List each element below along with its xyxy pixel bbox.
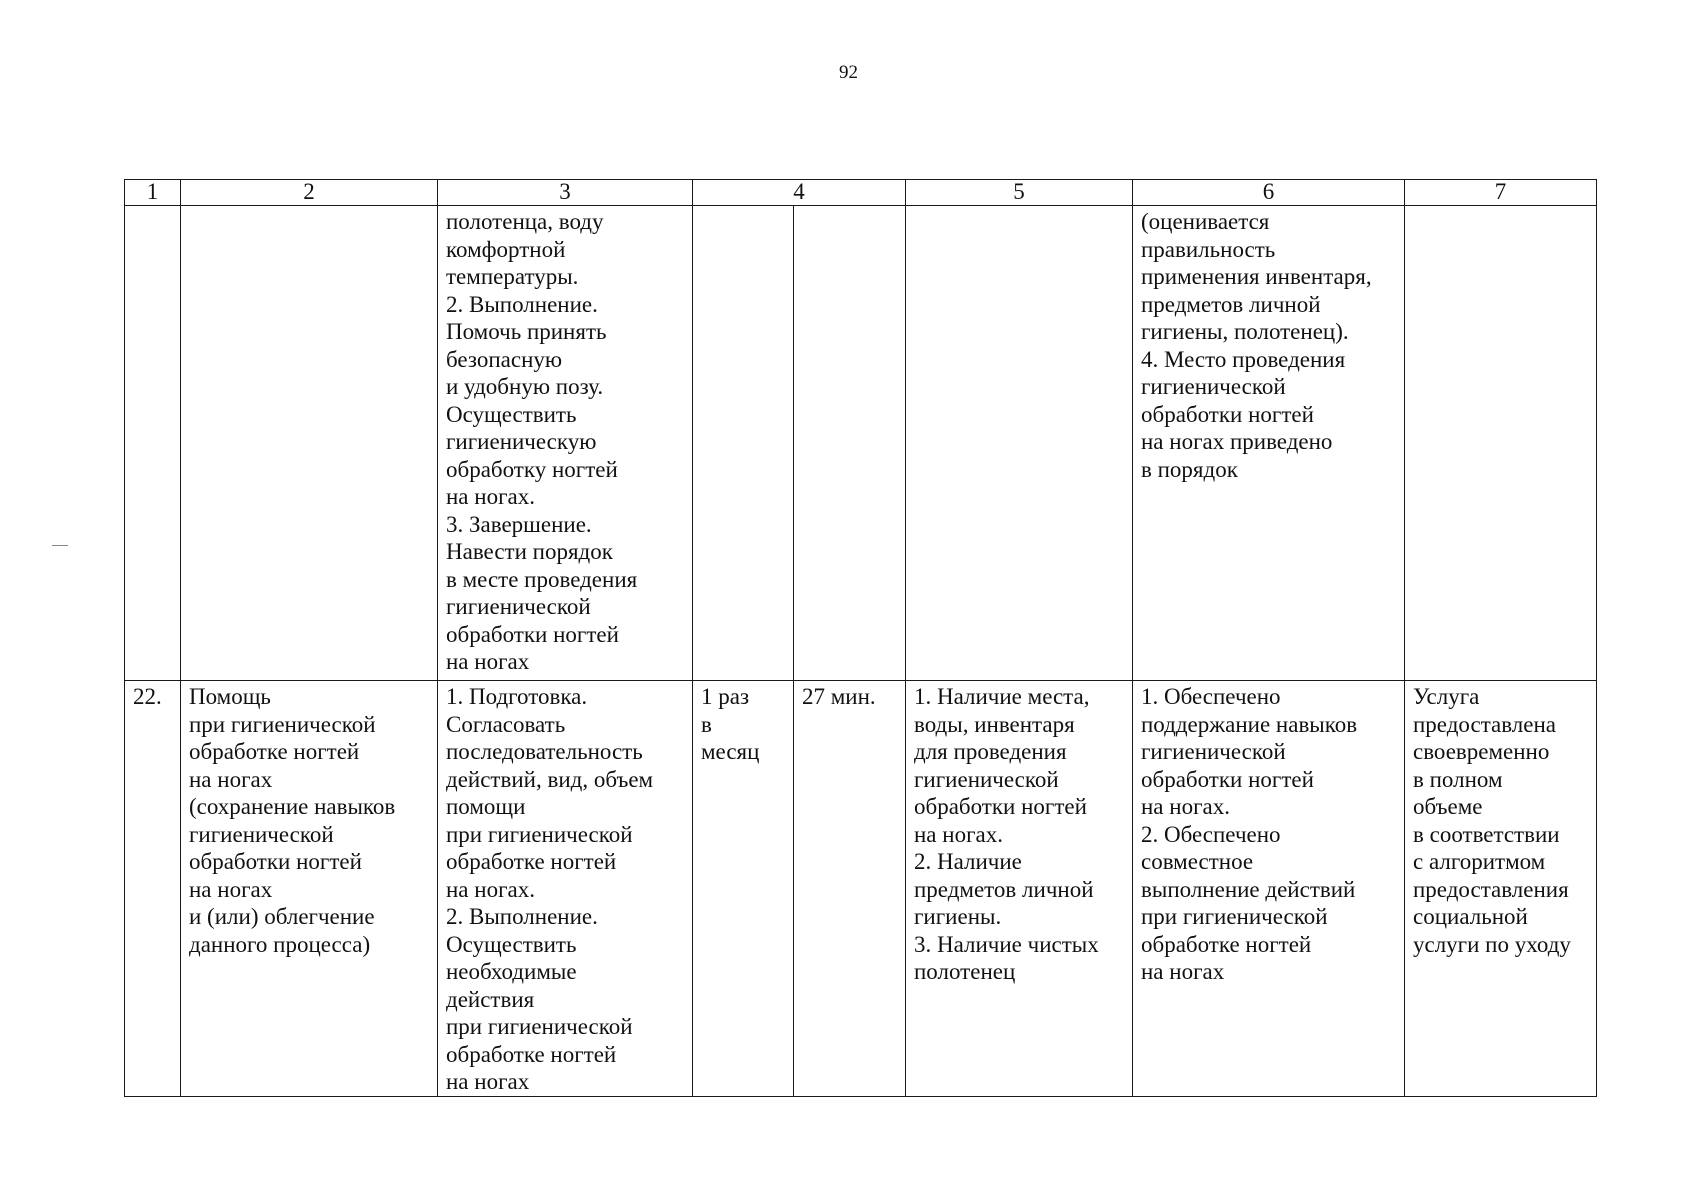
table-header-row xyxy=(125,180,1597,206)
cell-number xyxy=(125,206,181,681)
header-cell-6: 6 xyxy=(1133,180,1405,206)
cell-service-name xyxy=(181,206,438,681)
header-cell-1: 1 xyxy=(125,180,181,206)
cell-evaluation xyxy=(1405,206,1597,681)
header-cell-2: 2 xyxy=(181,180,438,206)
cell-number: 22. xyxy=(125,681,181,1097)
cell-procedure: 1. Подготовка. Согласовать последовательность действий, вид, объем помощи при гигиенической обработке ногтей на ногах. 2. Выполнение. Осуществить необходимые действия при гигиенической обработке ногтей на ногах xyxy=(438,681,693,1097)
services-table xyxy=(124,179,1597,1097)
cell-conditions xyxy=(906,206,1133,681)
header-cell-7: 7 xyxy=(1405,180,1597,206)
page-number: 92 xyxy=(839,62,858,83)
cell-evaluation: Услуга предоставлена своевременно в полном объеме в соответствии с алгоритмом предоставления социальной услуги по уходу xyxy=(1405,681,1597,1097)
cell-service-name: Помощь при гигиенической обработке ногтей на ногах (сохранение навыков гигиенической обработки ногтей на ногах и (или) облегчение данного процесса) xyxy=(181,681,438,1097)
cell-conditions: 1. Наличие места, воды, инвентаря для проведения гигиенической обработки ногтей на ногах. 2. Наличие предметов личной гигиены. 3. Наличие чистых полотенец xyxy=(906,681,1133,1097)
cell-quality-indicators: 1. Обеспечено поддержание навыков гигиенической обработки ногтей на ногах. 2. Обеспечено совместное выполнение действий при гигиенической обработке ногтей на ногах xyxy=(1133,681,1405,1097)
cell-duration xyxy=(794,206,906,681)
cell-procedure: полотенца, воду комфортной температуры. 2. Выполнение. Помочь принять безопасную и удобную позу. Осуществить гигиеническую обработку ногтей на ногах. 3. Завершение. Навести порядок в месте проведения гигиенической обработки ногтей на ногах xyxy=(438,206,693,681)
table-row-continued xyxy=(125,206,1597,681)
margin-mark xyxy=(52,545,68,546)
table-row-22 xyxy=(125,681,1597,1097)
cell-frequency: 1 раз в месяц xyxy=(693,681,794,1097)
header-cell-3: 3 xyxy=(438,180,693,206)
cell-frequency xyxy=(693,206,794,681)
cell-quality-indicators: (оценивается правильность применения инвентаря, предметов личной гигиены, полотенец). 4. Место проведения гигиенической обработки ногтей на ногах приведено в порядок xyxy=(1133,206,1405,681)
header-cell-5: 5 xyxy=(906,180,1133,206)
cell-duration: 27 мин. xyxy=(794,681,906,1097)
header-cell-4: 4 xyxy=(693,180,906,206)
